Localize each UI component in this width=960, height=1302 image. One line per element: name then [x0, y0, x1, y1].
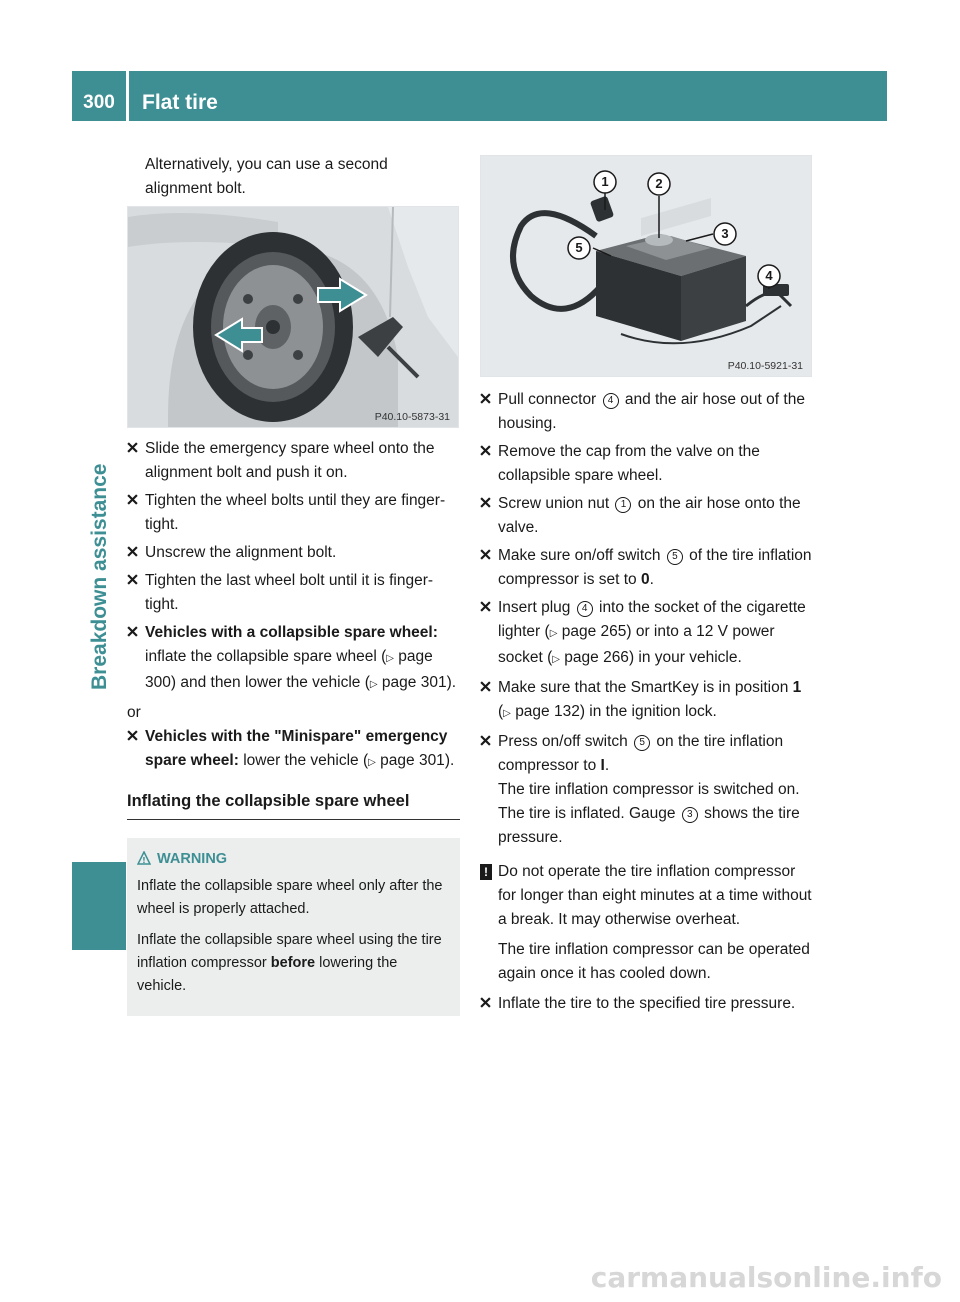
- svg-text:!: !: [142, 856, 146, 865]
- step-item: [127, 621, 460, 697]
- step-arrow-icon: [480, 997, 491, 1008]
- step-fragment: Make sure that the SmartKey is in position: [498, 679, 793, 696]
- step-arrow-icon: [480, 497, 491, 508]
- step-text: [498, 730, 814, 850]
- step-arrow-icon: [127, 626, 138, 637]
- step-text: [145, 725, 460, 775]
- step-item: [127, 541, 460, 565]
- page-number: 300: [83, 92, 115, 113]
- step-item: [127, 489, 460, 537]
- compressor-figure: [480, 155, 812, 377]
- footer-watermark: carmanualsonline.info: [590, 1261, 942, 1294]
- step-fragment: ) or into a 12 V power socket (: [498, 623, 775, 666]
- step-fragment: Screw union nut: [498, 495, 614, 512]
- step-text: [145, 621, 460, 697]
- step-fragment: ) and then lower the vehicle (: [170, 674, 370, 691]
- or-separator: or: [127, 704, 141, 721]
- step-item: [127, 437, 460, 485]
- header-divider: [126, 71, 129, 121]
- page-ref-icon: ▷: [386, 653, 394, 664]
- step-item: [480, 596, 814, 672]
- step-bold: Vehicles with the "Minispare" emergency spare wheel:: [145, 728, 448, 769]
- page-ref-icon: ▷: [549, 628, 558, 639]
- note-paragraph: Do not operate the tire inflation compressor for longer than eight minutes at a time without a break. It may otherwise overheat.: [498, 863, 812, 928]
- step-fragment: ) in your vehicle.: [628, 649, 742, 666]
- step-arrow-icon: [127, 730, 138, 741]
- side-tab-block: [72, 862, 126, 950]
- figure-code: P40.10-5921-31: [727, 360, 803, 372]
- step-fragment: Make sure on/off switch: [498, 547, 665, 564]
- step-bold: 0: [641, 571, 650, 588]
- callout-label: 3: [721, 226, 729, 241]
- step-text: Slide the emergency spare wheel onto the alignment bolt and push it on.: [145, 440, 435, 481]
- warning-box: [127, 838, 460, 1016]
- step-fragment: ).: [444, 752, 455, 769]
- step-item: [127, 569, 460, 617]
- step-item: [480, 440, 814, 488]
- exclamation-icon: !: [480, 864, 492, 880]
- spare-wheel-illustration: [128, 207, 458, 427]
- step-fragment: on the tire inflation compressor to: [498, 733, 784, 774]
- callout-ref: 5: [667, 549, 683, 565]
- page-reference[interactable]: page 266: [564, 649, 629, 666]
- step-fragment: ).: [446, 674, 457, 691]
- step-arrow-icon: [127, 442, 138, 453]
- callout-label: 4: [765, 268, 773, 283]
- step-arrow-icon: [127, 546, 138, 557]
- step-fragment: lower the vehicle (: [238, 752, 369, 769]
- step-text: Remove the cap from the valve on the collapsible spare wheel.: [498, 443, 760, 484]
- step-arrow-icon: [480, 445, 491, 456]
- step-fragment: Press on/off switch: [498, 733, 633, 750]
- step-fragment: and the air hose out of the housing.: [498, 391, 805, 432]
- step-item: [480, 544, 814, 592]
- callout-ref: 3: [682, 807, 698, 823]
- step-arrow-icon: [480, 393, 491, 404]
- step-item: [480, 492, 814, 540]
- callout-label: 5: [575, 240, 583, 255]
- step-fragment: The tire inflation compressor is switched on. The tire is inflated. Gauge: [498, 781, 800, 822]
- figure-code: P40.10-5873-31: [374, 411, 450, 423]
- warning-fragment: lowering the vehicle.: [137, 955, 398, 994]
- step-text: [498, 596, 814, 672]
- step-item: [480, 992, 814, 1016]
- warning-triangle-icon: [137, 851, 151, 865]
- callout-ref: 1: [615, 497, 631, 513]
- step-item: [480, 388, 814, 436]
- page-reference[interactable]: page 132: [515, 703, 580, 720]
- compressor-illustration: [481, 156, 811, 376]
- step-arrow-icon: [480, 735, 491, 746]
- callout-label: 1: [601, 174, 609, 189]
- step-fragment: into the socket of the cigarette lighter (: [498, 599, 806, 640]
- step-bold: I: [600, 757, 605, 774]
- step-arrow-icon: [480, 549, 491, 560]
- page-ref-icon: ▷: [503, 708, 511, 719]
- step-arrow-icon: [127, 574, 138, 585]
- step-fragment: ) in the ignition lock.: [579, 703, 717, 720]
- step-fragment: .: [604, 757, 610, 774]
- note-paragraph: The tire inflation compressor can be operated again once it has cooled down.: [498, 941, 810, 982]
- step-text: Tighten the last wheel bolt until it is finger-tight.: [145, 572, 434, 613]
- step-fragment: .: [649, 571, 654, 588]
- step-text: Inflate the tire to the specified tire pressure.: [498, 995, 796, 1012]
- step-text: [498, 544, 814, 592]
- intro-paragraph: Alternatively, you can use a second alignment bolt.: [145, 156, 388, 197]
- callout-ref: 5: [634, 735, 650, 751]
- page-reference[interactable]: page 300: [145, 648, 433, 691]
- page-ref-icon: ▷: [369, 679, 378, 690]
- step-text: [498, 492, 814, 540]
- page-ref-icon: ▷: [368, 757, 376, 768]
- page-reference[interactable]: page 301: [380, 752, 445, 769]
- step-fragment: inflate the collapsible spare wheel (: [145, 648, 387, 665]
- step-text: Tighten the wheel bolts until they are finger-tight.: [145, 492, 446, 533]
- page-ref-icon: ▷: [552, 654, 560, 665]
- warning-header: [137, 848, 450, 871]
- callout-ref: 4: [603, 393, 619, 409]
- caution-note: [480, 860, 814, 986]
- warning-paragraph: Inflate the collapsible spare wheel only after the wheel is properly attached.: [137, 878, 443, 917]
- callout-label: 2: [655, 176, 663, 191]
- step-item: [127, 725, 460, 775]
- section-heading: Inflating the collapsible spare wheel: [127, 789, 460, 820]
- side-tab-label: Breakdown assistance: [88, 463, 111, 690]
- callout-ref: 4: [577, 601, 593, 617]
- step-fragment: of the tire inflation compressor is set to: [498, 547, 812, 588]
- right-steps: [480, 388, 814, 1020]
- step-fragment: (: [498, 703, 504, 720]
- step-bold: Vehicles with a collapsible spare wheel:: [145, 624, 438, 641]
- page-reference[interactable]: page 301: [381, 674, 447, 691]
- step-text: [498, 676, 814, 726]
- step-fragment: Pull connector: [498, 391, 601, 408]
- step-item: [480, 676, 814, 726]
- intro-text: [145, 153, 445, 201]
- step-arrow-icon: [127, 494, 138, 505]
- step-item: [480, 730, 814, 850]
- chapter-title: Flat tire: [142, 91, 218, 114]
- step-arrow-icon: [480, 601, 491, 612]
- step-fragment: Insert plug: [498, 599, 575, 616]
- step-text: Unscrew the alignment bolt.: [145, 544, 337, 561]
- left-steps: [127, 437, 460, 1016]
- spare-wheel-figure: [127, 206, 459, 428]
- step-text: [498, 388, 814, 436]
- warning-paragraph: [137, 929, 450, 998]
- warning-fragment: Inflate the collapsible spare wheel using the tire inflation compressor: [137, 932, 442, 971]
- page-reference[interactable]: page 265: [561, 623, 627, 640]
- step-bold: 1: [792, 679, 802, 696]
- step-fragment: shows the tire pressure.: [498, 805, 800, 846]
- warning-title: WARNING: [157, 851, 228, 867]
- warning-bold: before: [270, 955, 316, 971]
- step-fragment: on the air hose onto the valve.: [498, 495, 801, 536]
- step-arrow-icon: [480, 681, 491, 692]
